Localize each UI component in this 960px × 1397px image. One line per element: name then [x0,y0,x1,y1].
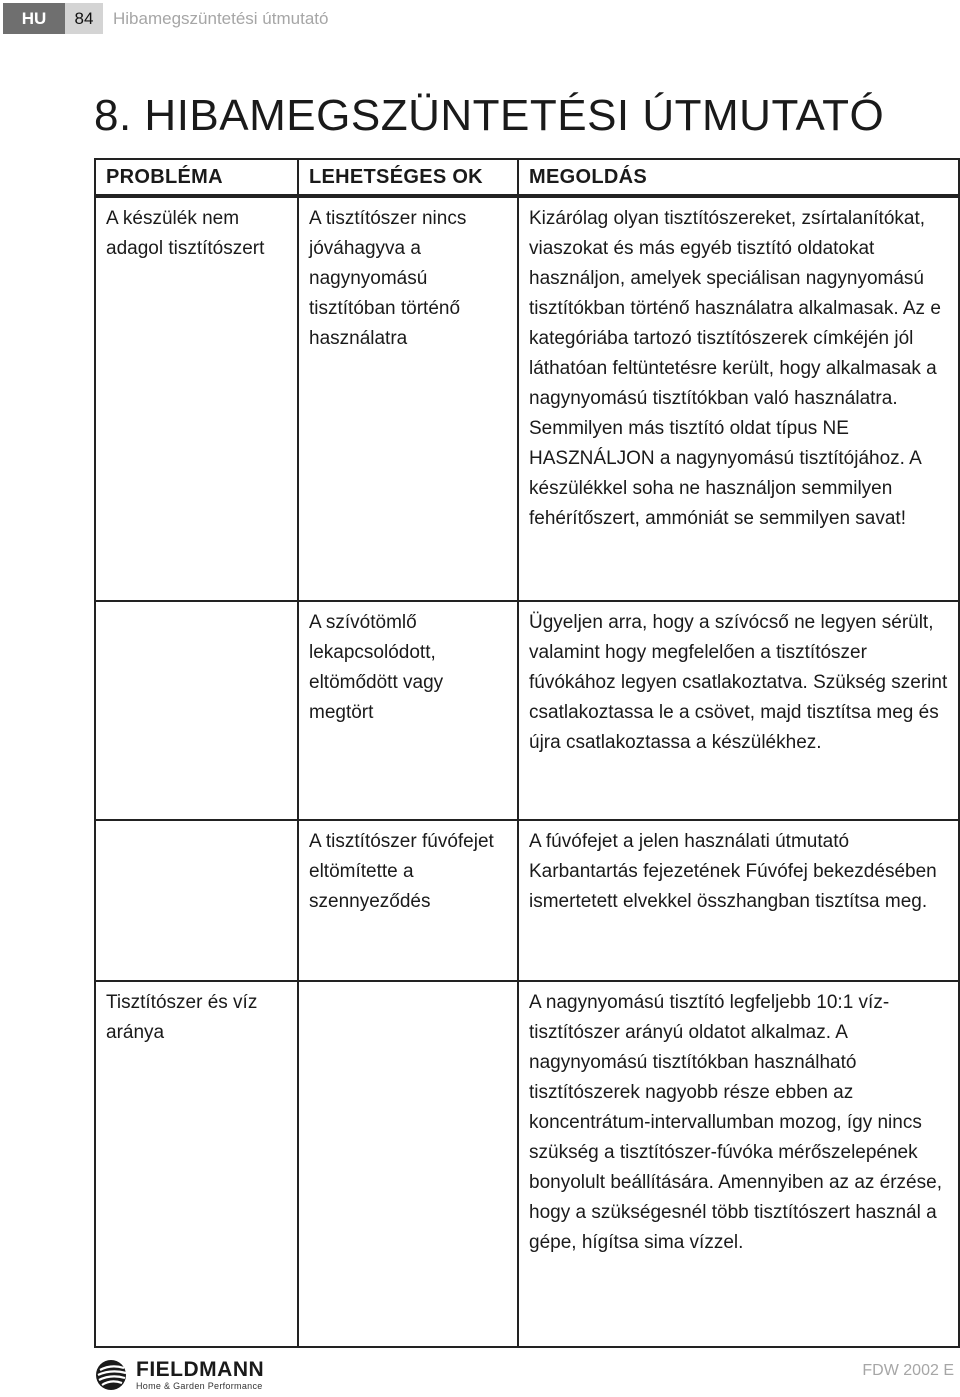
table-row [95,601,959,820]
table-header-row [95,159,959,196]
page-title: 8. HIBAMEGSZÜNTETÉSI ÚTMUTATÓ [94,91,885,140]
fieldmann-logo-icon [94,1358,130,1392]
problem-cell: Tisztítószer és víz aránya [95,981,298,1347]
column-header-problem: PROBLÉMA [95,159,298,196]
solution-cell: A fúvófejet a jelen használati útmutató Karbantartás fejezetének Fúvófej bekezdésében ismertetett elvekkel összhangban tisztítsa meg. [518,820,959,981]
page-header [3,3,328,34]
brand-logo [94,1358,264,1392]
solution-cell: Kizárólag olyan tisztítószereket, zsírtalanítókat, viaszokat és más egyéb tisztító oldatokat használjon, amelyek speciálisan nagynyomású tisztítókban történő használatra alkalmasak. Az e kategóriába tartozó tisztítószerek címkéjén jól láthatóan feltüntetésre került, hogy alkalmasak a nagynyomású tisztítókban való használatra. Semmilyen más tisztító oldat típus NE HASZNÁLJON a nagynyomású tisztítójához. A készülékkel soha ne használjon semmilyen fehérítőszert, ammóniát se semmilyen savat! [518,196,959,601]
language-badge: HU [3,3,65,34]
cause-cell: A tisztítószer fúvófejet eltömítette a szennyeződés [298,820,518,981]
column-header-solution: MEGOLDÁS [518,159,959,196]
section-title: Hibamegszüntetési útmutató [113,8,329,28]
cause-cell [298,981,518,1347]
solution-cell: A nagynyomású tisztító legfeljebb 10:1 víz-tisztítószer arányú oldatot alkalmaz. A nagynyomású tisztítókban használható tisztítószerek nagyobb része ebben az koncentrátum-intervallumban mozog, így nincs szükség a tisztítószer-fúvóka mérőszelepének bonyolult beállítására. Amennyiben az az érzése, hogy a szükségesnél több tisztítószert használ a gépe, hígítsa sima vízzel. [518,981,959,1347]
table-row [95,981,959,1347]
problem-cell [95,601,298,820]
brand-tagline: Home & Garden Performance [136,1381,263,1391]
cause-cell: A tisztítószer nincs jóváhagyva a nagynyomású tisztítóban történő használatra [298,196,518,601]
page-number: 84 [65,3,103,34]
brand-name: FIELDMANN [136,1358,265,1381]
solution-cell: Ügyeljen arra, hogy a szívócső ne legyen sérült, valamint hogy megfelelően a tisztítószer fúvókához legyen csatlakoztatva. Szükség szerint csatlakoztassa le a csövet, majd tisztítsa meg és újra csatlakoztassa a készülékhez. [518,601,959,820]
table-row [95,820,959,981]
troubleshooting-table [94,158,960,1348]
problem-cell [95,820,298,981]
cause-cell: A szívótömlő lekapcsolódott, eltömődött vagy megtört [298,601,518,820]
model-number: FDW 2002 E [862,1362,954,1379]
table-row [95,196,959,601]
column-header-cause: LEHETSÉGES OK [298,159,518,196]
problem-cell: A készülék nem adagol tisztítószert [95,196,298,601]
